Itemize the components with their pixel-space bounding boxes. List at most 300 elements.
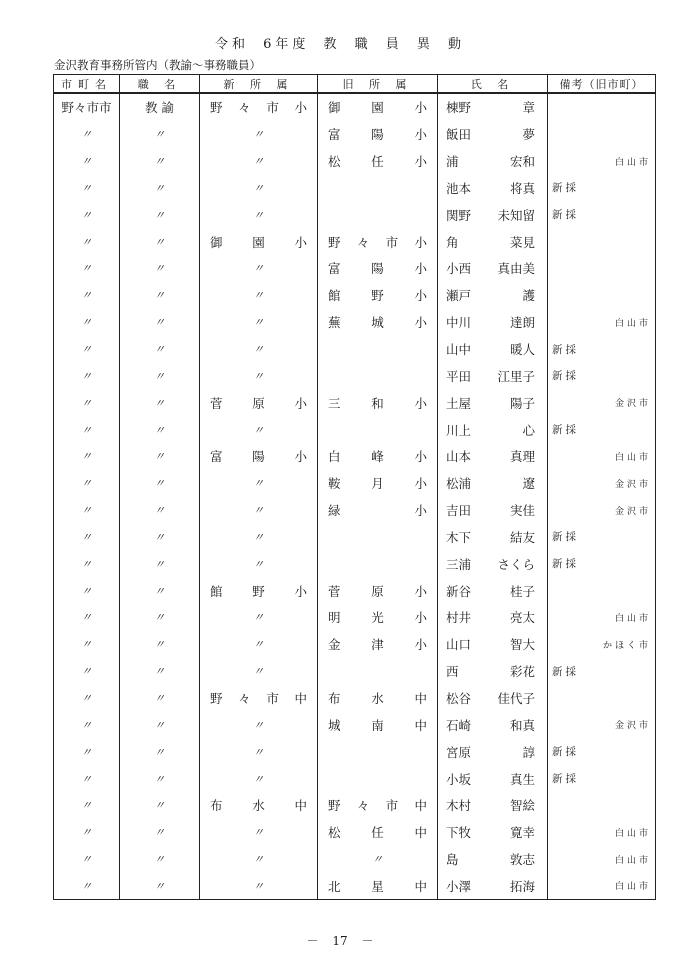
cell-notes [548, 201, 656, 228]
cell-old-school-text: 金 津 小 [328, 637, 427, 653]
notes-wrap [548, 771, 655, 786]
cell-new-school [200, 93, 318, 121]
cell-old-school [318, 738, 438, 765]
cell-old-school [318, 470, 438, 497]
cell-old-school-text: 北 星 中 [328, 878, 427, 894]
cell-old-school [318, 175, 438, 202]
cell-old-school [318, 792, 438, 819]
table-row [54, 685, 656, 712]
cell-name [438, 631, 548, 658]
cell-new-school: 〃 [200, 201, 318, 228]
cell-city: 〃 [54, 201, 120, 228]
cell-name [438, 497, 548, 524]
cell-city: 〃 [54, 846, 120, 873]
cell-job: 〃 [120, 711, 200, 738]
cell-city: 〃 [54, 497, 120, 524]
page-title: 令和 6年度 教 職 員 異 動 [214, 37, 466, 52]
cell-name-text: 石崎 和真 [446, 717, 535, 733]
cell-city: 〃 [54, 228, 120, 255]
cell-name-text: 小西 真由美 [446, 261, 535, 277]
cell-old-school [318, 658, 438, 685]
cell-notes [548, 255, 656, 282]
previous-city: 白山市 [614, 452, 651, 463]
cell-new-school-text: 野 々 市 小 [210, 100, 307, 116]
table-row [54, 201, 656, 228]
previous-city: 白山市 [614, 855, 651, 866]
cell-notes [548, 362, 656, 389]
cell-city: 〃 [54, 658, 120, 685]
cell-name-text: 吉田 実佳 [446, 503, 535, 519]
cell-old-school [318, 497, 438, 524]
cell-notes [548, 336, 656, 363]
cell-job: 〃 [120, 765, 200, 792]
previous-city: 金沢市 [614, 399, 651, 410]
previous-city: 白山市 [614, 882, 651, 893]
cell-job: 〃 [120, 497, 200, 524]
cell-notes [548, 738, 656, 765]
cell-old-school-text: 菅 原 小 [328, 583, 427, 599]
notes-wrap [548, 664, 655, 679]
cell-job: 〃 [120, 470, 200, 497]
cell-new-school-text: 布 水 中 [210, 798, 307, 814]
cell-new-school: 〃 [200, 416, 318, 443]
cell-new-school: 〃 [200, 175, 318, 202]
notes-wrap [548, 422, 655, 437]
cell-new-school: 〃 [200, 309, 318, 336]
notes-wrap [548, 638, 655, 651]
cell-name-text: 三浦 さくら [446, 556, 535, 572]
cell-name-text: 島 敦志 [446, 852, 535, 868]
cell-job: 〃 [120, 443, 200, 470]
cell-job: 〃 [120, 631, 200, 658]
cell-notes [548, 872, 656, 899]
cell-old-school [318, 201, 438, 228]
cell-city: 〃 [54, 550, 120, 577]
notes-wrap [548, 556, 655, 571]
cell-city: 〃 [54, 792, 120, 819]
cell-new-school: 〃 [200, 872, 318, 899]
cell-new-school: 〃 [200, 658, 318, 685]
cell-job: 〃 [120, 658, 200, 685]
table-row [54, 93, 656, 121]
cell-new-school: 〃 [200, 255, 318, 282]
cell-name [438, 148, 548, 175]
cell-old-school [318, 255, 438, 282]
table-row [54, 255, 656, 282]
previous-city: 白山市 [614, 613, 651, 624]
new-hire-flag: 新採 [552, 746, 579, 759]
cell-notes [548, 309, 656, 336]
cell-name-text: 小坂 真生 [446, 771, 535, 787]
cell-notes [548, 470, 656, 497]
cell-new-school: 〃 [200, 846, 318, 873]
cell-old-school [318, 416, 438, 443]
cell-name-text: 平田 江里子 [446, 368, 535, 384]
cell-name [438, 336, 548, 363]
notes-wrap [548, 611, 655, 624]
cell-new-school-text: 野 々 市 中 [210, 690, 307, 706]
table-row [54, 175, 656, 202]
notes-wrap [548, 504, 655, 517]
cell-city: 〃 [54, 524, 120, 551]
cell-notes [548, 550, 656, 577]
cell-notes [548, 819, 656, 846]
table-row [54, 336, 656, 363]
cell-city: 〃 [54, 282, 120, 309]
cell-name [438, 685, 548, 712]
cell-name-text: 角 菜見 [446, 234, 535, 250]
notes-wrap [548, 316, 655, 329]
cell-name [438, 765, 548, 792]
cell-name [438, 282, 548, 309]
cell-old-school-text: 野 々 市 中 [328, 798, 427, 814]
cell-job: 〃 [120, 148, 200, 175]
cell-name-text: 松浦 遼 [446, 476, 535, 492]
table-header-row [54, 75, 656, 94]
cell-name [438, 604, 548, 631]
cell-city: 〃 [54, 336, 120, 363]
cell-name [438, 872, 548, 899]
cell-job: 〃 [120, 255, 200, 282]
cell-name-text: 浦 宏和 [446, 154, 535, 170]
cell-name-text: 棟野 章 [446, 100, 535, 116]
cell-notes [548, 121, 656, 148]
cell-old-school [318, 631, 438, 658]
cell-job: 〃 [120, 685, 200, 712]
new-hire-flag: 新採 [552, 424, 579, 437]
cell-old-school-text: 城 南 中 [328, 717, 427, 733]
cell-new-school: 〃 [200, 470, 318, 497]
cell-name [438, 738, 548, 765]
previous-city: かほく市 [602, 640, 651, 651]
cell-old-school [318, 604, 438, 631]
new-hire-flag: 新採 [552, 531, 579, 544]
previous-city: 白山市 [614, 157, 651, 168]
new-hire-flag: 新採 [552, 370, 579, 383]
cell-new-school: 〃 [200, 550, 318, 577]
cell-city: 〃 [54, 443, 120, 470]
table-row [54, 524, 656, 551]
notes-wrap [548, 207, 655, 222]
cell-city: 〃 [54, 255, 120, 282]
new-hire-flag: 新採 [552, 665, 579, 678]
cell-name [438, 470, 548, 497]
cell-old-school [318, 362, 438, 389]
table-row [54, 362, 656, 389]
cell-old-school-text: 松 任 中 [328, 825, 427, 841]
notes-wrap [548, 853, 655, 866]
cell-name [438, 175, 548, 202]
cell-city: 〃 [54, 121, 120, 148]
cell-old-school-text: 鞍 月 小 [328, 476, 427, 492]
cell-job: 〃 [120, 846, 200, 873]
cell-city: 〃 [54, 470, 120, 497]
cell-name-text: 飯田 夢 [446, 127, 535, 143]
table-row [54, 470, 656, 497]
cell-new-school: 〃 [200, 711, 318, 738]
cell-new-school: 〃 [200, 631, 318, 658]
cell-name-text: 宮原 諄 [446, 744, 535, 760]
cell-old-school-text: 富 陽 小 [328, 127, 427, 143]
cell-name-text: 木下 結友 [446, 529, 535, 545]
new-hire-flag: 新採 [552, 182, 579, 195]
cell-name [438, 550, 548, 577]
table-row [54, 711, 656, 738]
table-row [54, 550, 656, 577]
cell-name [438, 792, 548, 819]
new-hire-flag: 新採 [552, 558, 579, 571]
cell-old-school [318, 685, 438, 712]
cell-name [438, 846, 548, 873]
cell-city: 〃 [54, 604, 120, 631]
header-notes: 備考（旧市町） [548, 75, 656, 94]
cell-old-school [318, 577, 438, 604]
cell-old-school: 〃 [318, 846, 438, 873]
cell-new-school: 〃 [200, 738, 318, 765]
cell-new-school: 〃 [200, 121, 318, 148]
cell-name-text: 川上 心 [446, 422, 535, 438]
cell-job: 〃 [120, 792, 200, 819]
cell-city: 〃 [54, 711, 120, 738]
cell-name-text: 土屋 陽子 [446, 395, 535, 411]
cell-notes [548, 685, 656, 712]
previous-city: 金沢市 [614, 721, 651, 732]
notes-wrap [548, 368, 655, 383]
cell-job: 〃 [120, 121, 200, 148]
table-row [54, 631, 656, 658]
cell-old-school-text: 御 園 小 [328, 100, 427, 116]
cell-new-school: 〃 [200, 765, 318, 792]
cell-notes [548, 631, 656, 658]
cell-notes [548, 93, 656, 121]
cell-job: 〃 [120, 336, 200, 363]
cell-city: 野々市市 [54, 93, 120, 121]
table-row [54, 309, 656, 336]
cell-job: 〃 [120, 228, 200, 255]
table-row [54, 121, 656, 148]
cell-old-school [318, 443, 438, 470]
cell-new-school: 〃 [200, 148, 318, 175]
cell-name-text: 木村 智絵 [446, 798, 535, 814]
table-row [54, 389, 656, 416]
cell-old-school-text: 松 任 小 [328, 154, 427, 170]
cell-name [438, 524, 548, 551]
cell-new-school: 〃 [200, 282, 318, 309]
cell-old-school [318, 228, 438, 255]
cell-name [438, 416, 548, 443]
cell-old-school [318, 524, 438, 551]
table-row [54, 497, 656, 524]
cell-old-school-text: 明 光 小 [328, 610, 427, 626]
notes-wrap [548, 529, 655, 544]
notes-wrap [548, 718, 655, 731]
new-hire-flag: 新採 [552, 343, 579, 356]
cell-job: 〃 [120, 524, 200, 551]
cell-job: 〃 [120, 362, 200, 389]
table-row [54, 416, 656, 443]
table-row [54, 148, 656, 175]
table-body [54, 93, 656, 900]
table-row [54, 282, 656, 309]
cell-name-text: 山本 真理 [446, 449, 535, 465]
cell-name [438, 658, 548, 685]
cell-job: 教 諭 [120, 93, 200, 121]
cell-notes [548, 443, 656, 470]
cell-new-school: 〃 [200, 336, 318, 363]
cell-old-school-text: 富 陽 小 [328, 261, 427, 277]
cell-notes [548, 282, 656, 309]
table-row [54, 738, 656, 765]
cell-name [438, 819, 548, 846]
cell-name-text: 中川 達朗 [446, 315, 535, 331]
notes-wrap [548, 879, 655, 892]
page-subtitle: 金沢教育事務所管内（教諭～事務職員） [54, 58, 261, 72]
cell-new-school-text: 菅 原 小 [210, 395, 307, 411]
table-row [54, 604, 656, 631]
table-row [54, 228, 656, 255]
cell-notes [548, 846, 656, 873]
cell-city: 〃 [54, 631, 120, 658]
cell-city: 〃 [54, 362, 120, 389]
cell-new-school [200, 389, 318, 416]
cell-old-school [318, 282, 438, 309]
previous-city: 白山市 [614, 828, 651, 839]
cell-name-text: 関野 未知留 [446, 207, 535, 223]
cell-job: 〃 [120, 577, 200, 604]
table-row [54, 819, 656, 846]
cell-old-school-text: 蕪 城 小 [328, 315, 427, 331]
table-row [54, 765, 656, 792]
cell-old-school [318, 872, 438, 899]
cell-name [438, 121, 548, 148]
cell-name-text: 山中 暖人 [446, 342, 535, 358]
cell-notes [548, 416, 656, 443]
cell-old-school [318, 309, 438, 336]
cell-job: 〃 [120, 738, 200, 765]
cell-name-text: 山口 智大 [446, 637, 535, 653]
cell-new-school [200, 792, 318, 819]
cell-new-school: 〃 [200, 497, 318, 524]
cell-job: 〃 [120, 416, 200, 443]
cell-name-text: 下牧 寛幸 [446, 825, 535, 841]
personnel-table [53, 74, 656, 900]
cell-old-school [318, 550, 438, 577]
cell-notes [548, 711, 656, 738]
cell-notes [548, 497, 656, 524]
cell-city: 〃 [54, 175, 120, 202]
cell-old-school-text: 緑 小 [328, 503, 427, 519]
cell-name-text: 西 彩花 [446, 664, 535, 680]
cell-new-school: 〃 [200, 524, 318, 551]
cell-new-school-text: 館 野 小 [210, 583, 307, 599]
cell-old-school [318, 765, 438, 792]
cell-city: 〃 [54, 416, 120, 443]
cell-new-school [200, 443, 318, 470]
header-name: 氏 名 [438, 75, 548, 94]
table-row [54, 658, 656, 685]
cell-old-school [318, 711, 438, 738]
table-row [54, 792, 656, 819]
cell-old-school-text: 三 和 小 [328, 395, 427, 411]
notes-wrap [548, 477, 655, 490]
cell-notes [548, 604, 656, 631]
cell-job: 〃 [120, 282, 200, 309]
cell-old-school [318, 121, 438, 148]
cell-city: 〃 [54, 872, 120, 899]
cell-notes [548, 524, 656, 551]
cell-notes [548, 658, 656, 685]
cell-new-school [200, 228, 318, 255]
cell-city: 〃 [54, 148, 120, 175]
new-hire-flag: 新採 [552, 773, 579, 786]
cell-name [438, 389, 548, 416]
cell-job: 〃 [120, 389, 200, 416]
cell-job: 〃 [120, 175, 200, 202]
cell-name [438, 577, 548, 604]
notes-wrap [548, 396, 655, 409]
cell-notes [548, 148, 656, 175]
cell-new-school [200, 685, 318, 712]
new-hire-flag: 新採 [552, 209, 579, 222]
cell-old-school [318, 148, 438, 175]
cell-city: 〃 [54, 819, 120, 846]
cell-name [438, 362, 548, 389]
notes-wrap [548, 826, 655, 839]
cell-new-school: 〃 [200, 604, 318, 631]
cell-name [438, 711, 548, 738]
cell-name-text: 新谷 桂子 [446, 583, 535, 599]
cell-city: 〃 [54, 738, 120, 765]
cell-old-school [318, 389, 438, 416]
cell-name [438, 93, 548, 121]
cell-name-text: 松谷 佳代子 [446, 690, 535, 706]
cell-notes [548, 792, 656, 819]
cell-job: 〃 [120, 550, 200, 577]
cell-new-school-text: 富 陽 小 [210, 449, 307, 465]
cell-new-school: 〃 [200, 362, 318, 389]
notes-wrap [548, 342, 655, 357]
cell-name [438, 443, 548, 470]
cell-notes [548, 765, 656, 792]
cell-city: 〃 [54, 389, 120, 416]
cell-job: 〃 [120, 201, 200, 228]
cell-city: 〃 [54, 685, 120, 712]
notes-wrap [548, 180, 655, 195]
cell-new-school-text: 御 園 小 [210, 234, 307, 250]
previous-city: 金沢市 [614, 506, 651, 517]
cell-notes [548, 175, 656, 202]
notes-wrap [548, 155, 655, 168]
cell-old-school-text: 野 々 市 小 [328, 234, 427, 250]
cell-name [438, 228, 548, 255]
notes-wrap [548, 744, 655, 759]
cell-name-text: 村井 亮太 [446, 610, 535, 626]
cell-notes [548, 577, 656, 604]
notes-wrap [548, 450, 655, 463]
cell-city: 〃 [54, 765, 120, 792]
cell-name-text: 池本 将真 [446, 180, 535, 196]
header-new-school: 新 所 属 [200, 75, 318, 94]
cell-name-text: 小澤 拓海 [446, 878, 535, 894]
cell-old-school-text: 布 水 中 [328, 690, 427, 706]
cell-name [438, 309, 548, 336]
cell-old-school [318, 336, 438, 363]
cell-job: 〃 [120, 872, 200, 899]
header-city: 市町名 [54, 75, 120, 94]
header-old-school: 旧 所 属 [318, 75, 438, 94]
header-job: 職 名 [120, 75, 200, 94]
cell-notes [548, 228, 656, 255]
